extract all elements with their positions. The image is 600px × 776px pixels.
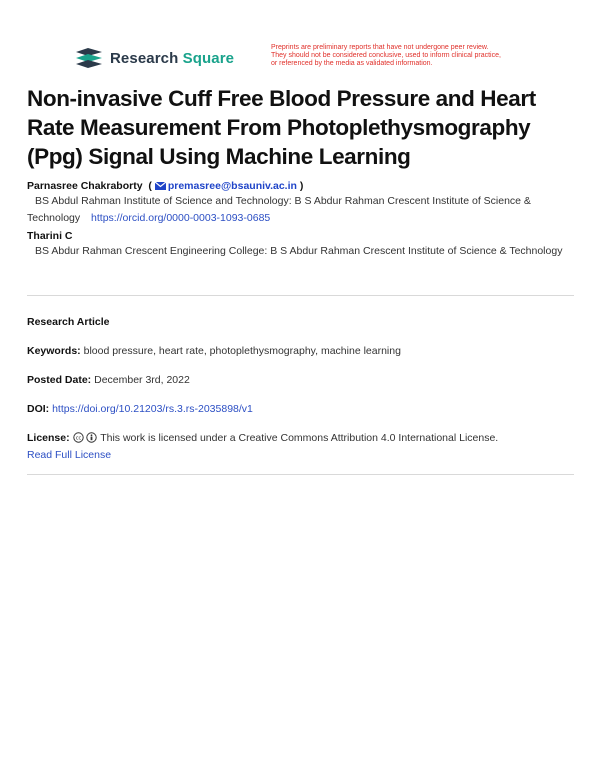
paper-title: Non-invasive Cuff Free Blood Pressure and Heart Rate Measurement From Photoplethysmography (Ppg) Signal Using Machine Learning xyxy=(27,86,536,169)
open-paren: ( xyxy=(148,180,152,192)
keywords: Keywords: blood pressure, heart rate, photoplethysmography, machine learning xyxy=(27,345,401,357)
license: License: cc This work is licensed under a Creative Commons Attribution 4.0 International License. Read Full License xyxy=(27,432,499,461)
close-paren: ) xyxy=(299,180,304,192)
mail-icon xyxy=(155,182,166,190)
article-type: Research Article xyxy=(27,316,110,328)
author-name: Tharini C xyxy=(27,230,73,242)
author-email-link[interactable]: premasree@bsauniv.ac.in xyxy=(167,180,297,192)
svg-text:cc: cc xyxy=(75,435,81,442)
research-square-logo-icon xyxy=(74,47,104,69)
posted-date: Posted Date: December 3rd, 2022 xyxy=(27,374,190,386)
creative-commons-icon xyxy=(73,432,84,443)
author-list xyxy=(27,179,575,260)
author-name: Parnasree Chakraborty ( premasree@bsauniv.ac.in ) xyxy=(27,180,304,192)
attribution-icon xyxy=(86,432,97,443)
read-full-license-link[interactable]: Read Full License xyxy=(27,449,112,461)
orcid-link[interactable]: https://orcid.org/0000-0003-1093-0685 xyxy=(91,212,271,224)
divider xyxy=(27,295,574,296)
disclaimer-line: They should not be considered conclusive, used to inform clinical practice, xyxy=(271,52,501,59)
doi: DOI: https://doi.org/10.21203/rs.3.rs-2035898/v1 xyxy=(27,403,253,415)
divider xyxy=(27,474,574,475)
doi-link[interactable]: https://doi.org/10.21203/rs.3.rs-2035898/v1 xyxy=(52,403,253,415)
page-header xyxy=(74,44,574,78)
author-affiliation: BS Abdur Rahman Crescent Engineering College: B S Abdur Rahman Crescent Institute of Science & Technology xyxy=(35,245,563,257)
disclaimer-line: Preprints are preliminary reports that have not undergone peer review. xyxy=(271,44,489,51)
research-square-logo[interactable] xyxy=(74,47,234,69)
preprint-disclaimer xyxy=(271,44,571,68)
author-affiliation: BS Abdul Rahman Institute of Science and Technology: B S Abdur Rahman Crescent Institute of Science & Technology https://orcid.org/0000-0003-1093-0685 xyxy=(27,195,531,224)
disclaimer-line: or referenced by the media as validated information. xyxy=(271,60,433,67)
logo-text: Research Square xyxy=(110,49,235,67)
